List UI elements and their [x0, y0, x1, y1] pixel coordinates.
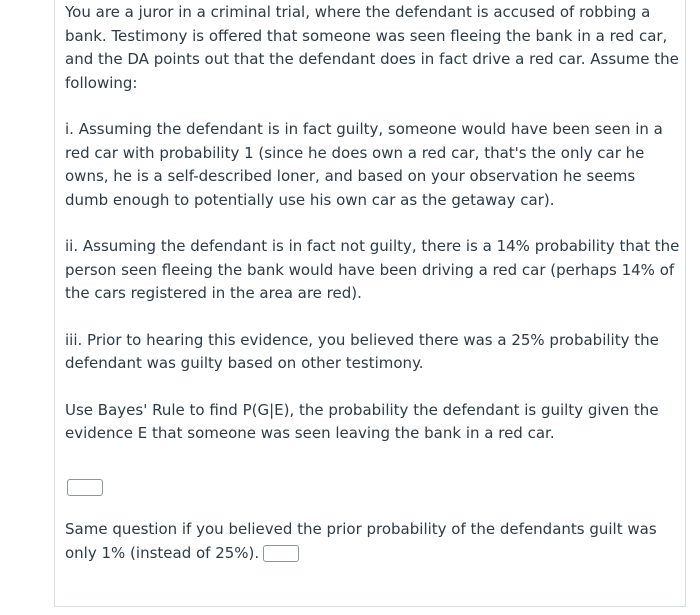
- followup-question: [65, 518, 683, 565]
- question-panel: [54, 0, 686, 607]
- answer-input-1[interactable]: [67, 479, 103, 496]
- followup-text: Same question if you believed the prior probability of the defendants guilt was only 1% (instead of 25%).: [65, 520, 657, 562]
- answer-input-2[interactable]: [263, 545, 299, 562]
- assumption-iii: iii. Prior to hearing this evidence, you believed there was a 25% probability the defendant was guilty based on other testimony.: [65, 330, 659, 372]
- task-text: Use Bayes' Rule to find P(G|E), the probability the defendant is guilty given the evidence E that someone was seen leaving the bank in a red car.: [65, 400, 659, 442]
- assumption-i: i. Assuming the defendant is in fact guilty, someone would have been seen in a red car with probability 1 (since he does own a red car, that's the only car he owns, he is a self-described loner, and based on your observation he seems dumb enough to potentially use his own car as the getaway car).: [65, 120, 663, 209]
- question-intro: You are a juror in a criminal trial, where the defendant is accused of robbing a bank. Testimony is offered that someone was seen fleeing the bank in a red car, and the DA points out that the defendant does in fact drive a red car. Assume the following:: [65, 3, 679, 92]
- assumption-ii: ii. Assuming the defendant is in fact not guilty, there is a 14% probability that the person seen fleeing the bank would have been driving a red car (perhaps 14% of the cars registered in the area are red).: [65, 237, 680, 302]
- question-body: [65, 1, 683, 446]
